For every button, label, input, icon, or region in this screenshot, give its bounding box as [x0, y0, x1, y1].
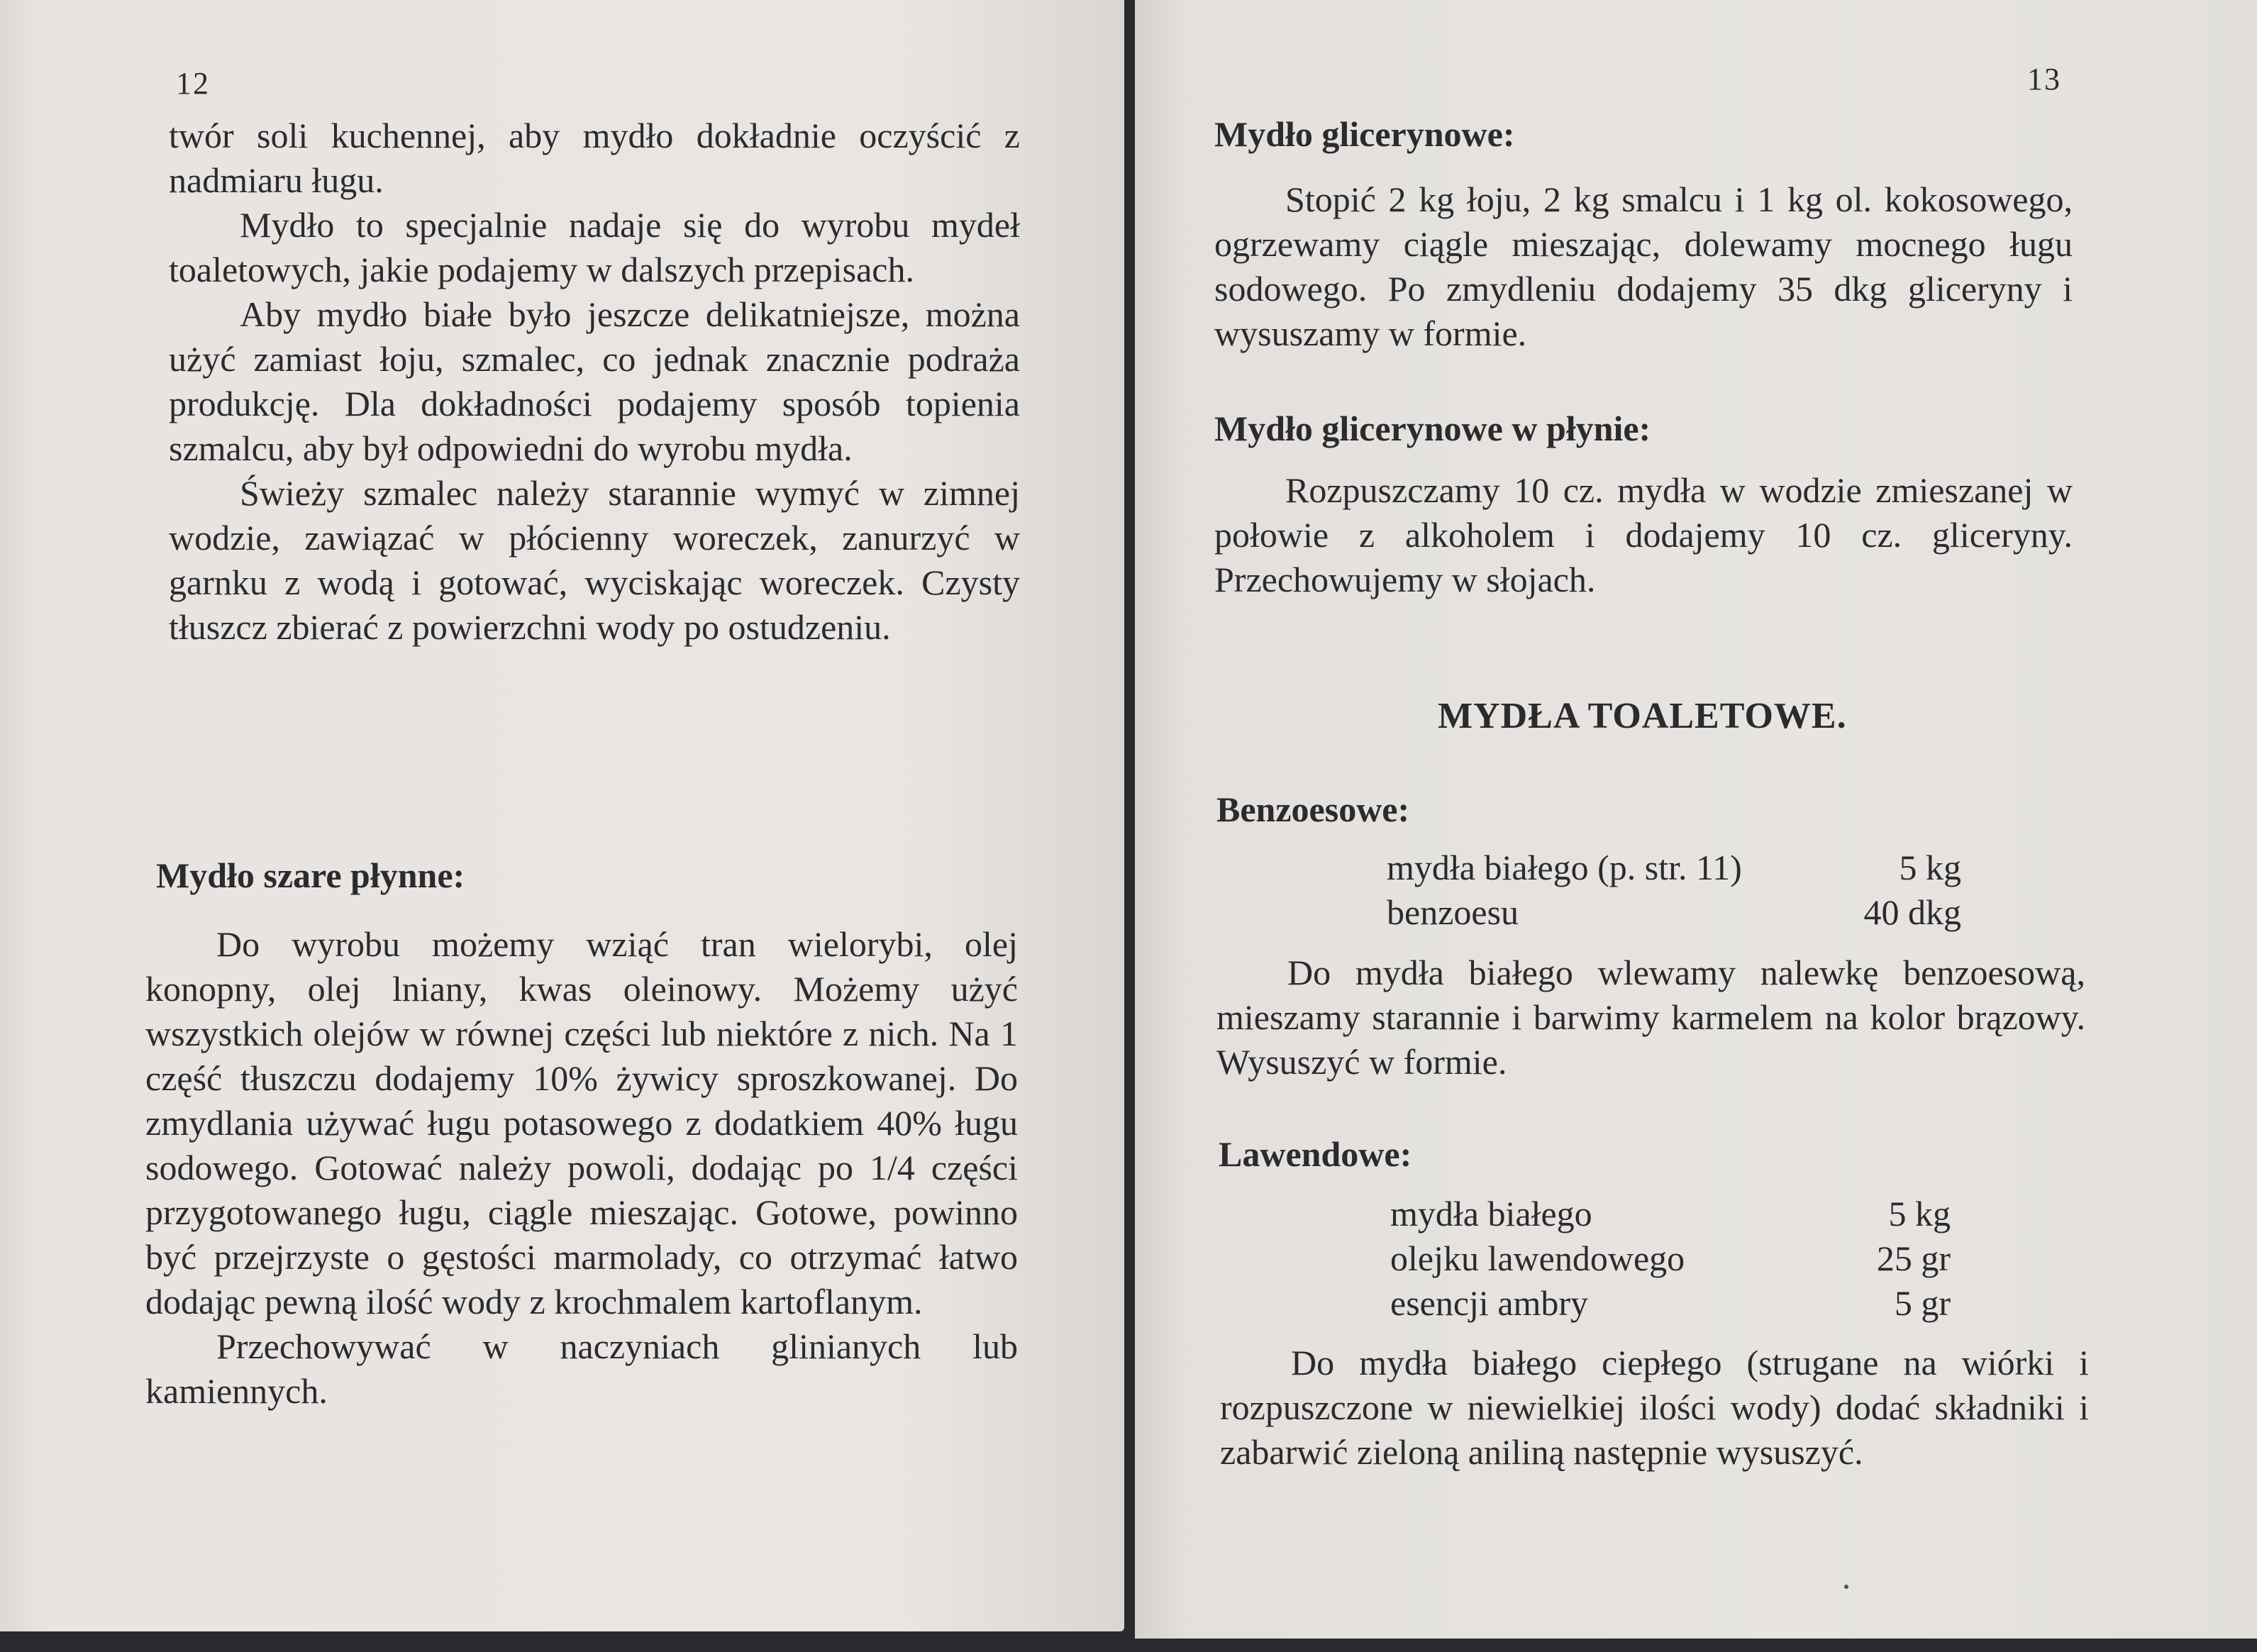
ingredient-quantity: 5 kg — [1899, 848, 1961, 887]
ingredient-row — [1387, 890, 1961, 935]
heading-lavender: Lawendowe: — [1219, 1134, 1412, 1174]
paragraph: Stopić 2 kg łoju, 2 kg smalcu i 1 kg ol. kokosowego, ogrzewamy ciągle mieszając, dolewamy mocnego ługu sodowego. Po zmydleniu dodajemy 35 dkg gliceryny i wysuszamy w formie. — [1214, 179, 2073, 353]
ingredient-name: esencji ambry — [1390, 1283, 1589, 1323]
heading-glycerin-soap: Mydło glicerynowe: — [1214, 114, 1515, 154]
lavender-ingredients — [1390, 1192, 1951, 1326]
paragraph: Do wyrobu możemy wziąć tran wielorybi, olej konopny, olej lniany, kwas oleinowy. Możemy użyć wszystkich olejów w równej części lub niektóre z nich. Na 1 część tłuszczu dodajemy 10% żywicy sproszkowanej. Do zmydlania używać ługu potasowego z dodatkiem 40% ługu sodowego. Gotować należy powoli, dodając po 1/4 części przygotowanego ługu, ciągle mieszając. Gotowe, powinno być przejrzyste o gęstości marmolady, co otrzymać łatwo dodając pewną ilość wody z krochmalem kartoflanym. — [145, 924, 1018, 1321]
paragraph: Mydło to specjalnie nadaje się do wyrobu mydeł toaletowych, jakie podajemy w dalszych przepisach. — [169, 205, 1020, 289]
ingredient-row — [1390, 1192, 1951, 1236]
page-number-left: 12 — [176, 66, 210, 101]
page-number-right: 13 — [2027, 62, 2061, 96]
benzoin-text — [1216, 950, 2085, 1085]
paragraph: Rozpuszczamy 10 cz. mydła w wodzie zmieszanej w połowie z alkoholem i dodajemy 10 cz. gliceryny. Przechowujemy w słojach. — [1214, 470, 2073, 599]
ingredient-quantity: 5 gr — [1894, 1283, 1951, 1323]
ingredient-name: benzoesu — [1387, 892, 1519, 932]
ingredient-name: mydła białego (p. str. 11) — [1387, 848, 1742, 887]
ingredient-quantity: 25 gr — [1876, 1238, 1951, 1278]
heading-grey-liquid-soap: Mydło szare płynne: — [156, 855, 465, 895]
ingredient-name: olejku lawendowego — [1390, 1238, 1685, 1278]
paragraph: Aby mydło białe było jeszcze delikatniejsze, można użyć zamiast łoju, szmalec, co jednak znacznie podraża produkcję. Dla dokładności podajemy sposób topienia szmalcu, aby był odpowiedni do wyrobu mydła. — [169, 294, 1020, 468]
intro-text — [169, 113, 1020, 650]
paragraph: Do mydła białego wlewamy nalewkę benzoesową, mieszamy starannie i barwimy karmelem na kolor brązowy. Wysuszyć w formie. — [1216, 953, 2085, 1082]
glycerin-soap-text — [1214, 177, 2073, 356]
left-page — [0, 0, 1124, 1631]
section-title-toilet-soaps: MYDŁA TOALETOWE. — [1438, 696, 1847, 736]
paragraph: Świeży szmalec należy starannie wymyć w zimnej wodzie, zawiązać w płócienny woreczek, zanurzyć w garnku z wodą i gotować, wyciskając woreczek. Czysty tłuszcz zbierać z powierzchni wody po ostudzeniu. — [169, 473, 1020, 647]
heading-benzoin: Benzoesowe: — [1216, 789, 1410, 829]
ingredient-quantity: 40 dkg — [1863, 892, 1961, 932]
glycerin-liquid-soap-text — [1214, 468, 2073, 602]
ingredient-quantity: 5 kg — [1888, 1194, 1951, 1234]
grey-liquid-soap-text — [145, 922, 1018, 1414]
right-page — [1135, 0, 2257, 1639]
speck — [1844, 1585, 1848, 1589]
paragraph: twór soli kuchennej, aby mydło dokładnie oczyścić z nadmiaru ługu. — [169, 116, 1020, 200]
ingredient-row — [1387, 846, 1961, 890]
ingredient-row — [1390, 1281, 1951, 1326]
paragraph: Do mydła białego ciepłego (strugane na wiórki i rozpuszczone w niewielkiej ilości wody) dodać składniki i zabarwić zieloną aniliną następnie wysuszyć. — [1220, 1343, 2089, 1472]
ingredient-name: mydła białego — [1390, 1194, 1592, 1234]
paragraph: Przechowywać w naczyniach glinianych lub kamiennych. — [145, 1326, 1018, 1411]
lavender-text — [1220, 1341, 2089, 1475]
heading-glycerin-liquid-soap: Mydło glicerynowe w płynie: — [1214, 409, 1651, 448]
benzoin-ingredients — [1387, 846, 1961, 935]
ingredient-row — [1390, 1236, 1951, 1281]
